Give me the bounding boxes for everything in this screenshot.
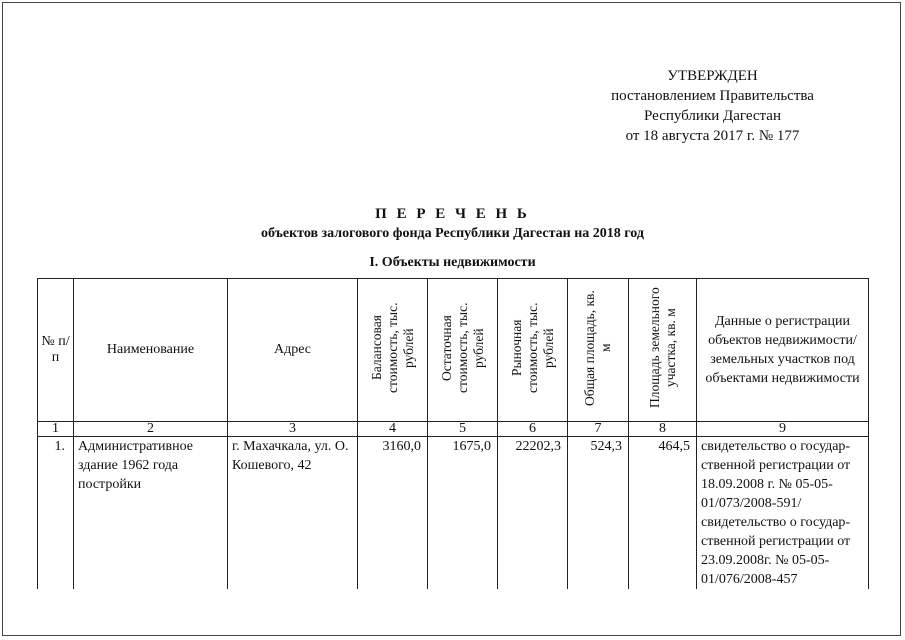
col-num-6: 6 bbox=[498, 422, 568, 437]
row-address: г. Махачкала, ул. О. Кошевого, 42 bbox=[228, 437, 358, 590]
col-num-3: 3 bbox=[228, 422, 358, 437]
header-market-cost: Рыночная стоимость, тыс. рублей bbox=[498, 279, 568, 422]
col-num-5: 5 bbox=[428, 422, 498, 437]
approval-status: УТВЕРЖДЕН bbox=[667, 68, 758, 84]
header-residual-cost: Остаточная стоимость, тыс. рублей bbox=[428, 279, 498, 422]
header-row bbox=[38, 279, 869, 422]
row-residual-cost: 1675,0 bbox=[428, 437, 498, 590]
col-num-7: 7 bbox=[568, 422, 629, 437]
approval-block bbox=[600, 66, 825, 146]
row-number: 1. bbox=[38, 437, 74, 590]
header-number: № п/п bbox=[38, 279, 74, 422]
col-num-2: 2 bbox=[74, 422, 228, 437]
approval-line-2: постановлением Правительства bbox=[611, 88, 814, 104]
header-name: Наименование bbox=[74, 279, 228, 422]
section-title: I. Объекты недвижимости bbox=[369, 255, 536, 270]
row-name: Административное здание 1962 года постройки bbox=[74, 437, 228, 590]
property-table bbox=[37, 278, 869, 589]
row-total-area: 524,3 bbox=[568, 437, 629, 590]
table-row bbox=[38, 437, 869, 590]
header-total-area: Общая площадь, кв. м bbox=[568, 279, 629, 422]
document-title: П Е Р Е Ч Е Н Ь bbox=[375, 206, 530, 222]
header-balance-cost: Балансовая стоимость, тыс. рублей bbox=[358, 279, 428, 422]
row-registration: свидетельство о государ-ственной регистрации от 18.09.2008 г. № 05-05-01/073/2008-591/ свидетельство о государ-ственной регистрации от 23.09.2008г. № 05-05-01/076/2008-457 bbox=[697, 437, 869, 590]
col-num-9: 9 bbox=[697, 422, 869, 437]
header-registration: Данные о регистрации объектов недвижимости/ земельных участков под объектами недвижимости bbox=[697, 279, 869, 422]
document-subtitle: объектов залогового фонда Республики Дагестан на 2018 год bbox=[261, 226, 644, 241]
row-market-cost: 22202,3 bbox=[498, 437, 568, 590]
col-num-8: 8 bbox=[629, 422, 697, 437]
row-land-area: 464,5 bbox=[629, 437, 697, 590]
row-balance-cost: 3160,0 bbox=[358, 437, 428, 590]
approval-line-3: Республики Дагестан bbox=[644, 108, 781, 124]
header-land-area: Площадь земельного участка, кв. м bbox=[629, 279, 697, 422]
header-address: Адрес bbox=[228, 279, 358, 422]
approval-date: от 18 августа 2017 г. № 177 bbox=[625, 128, 800, 144]
col-num-4: 4 bbox=[358, 422, 428, 437]
col-num-1: 1 bbox=[38, 422, 74, 437]
column-number-row bbox=[38, 422, 869, 437]
